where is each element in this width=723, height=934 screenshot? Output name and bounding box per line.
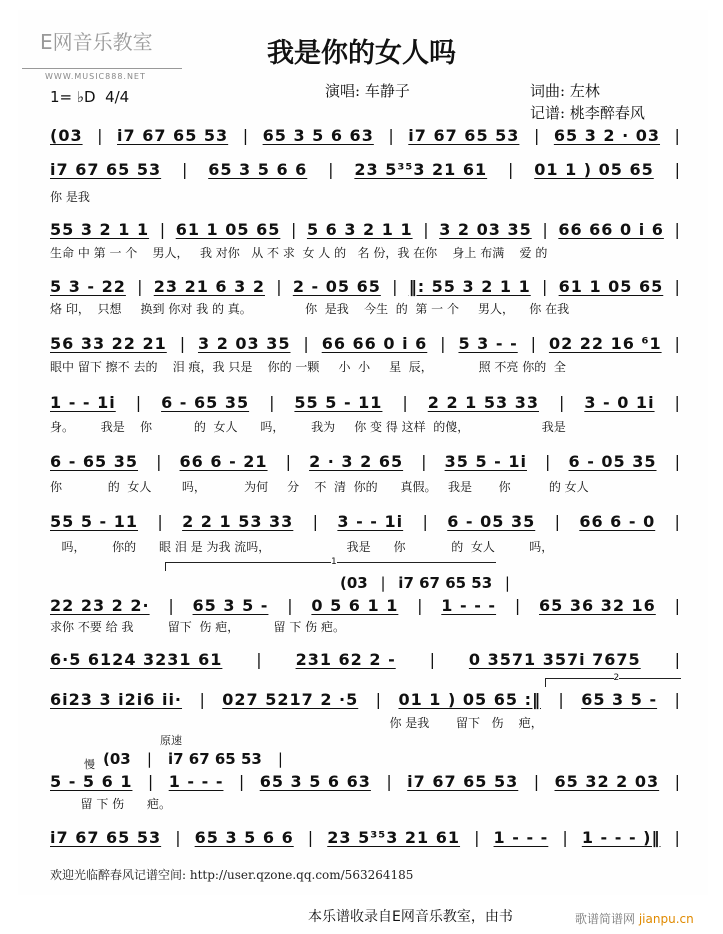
barline: | [474,828,480,847]
volta-2-label: 2 [613,673,620,683]
measure: 35 5 - 1i [444,452,527,471]
measure: 1 - - - [493,828,549,847]
measure: 23 5³⁵3 21 61 [327,828,461,847]
barline: | [417,596,423,615]
lyrics-line: 吗， 你的 眼 泪 是 为我 流吗， 我是 你 的 女人 吗， [50,540,554,554]
measure: 2 · 3 2 65 [309,452,404,471]
barline: | [423,220,429,239]
barline: | [674,772,680,791]
measure: 23 21 6 3 2 [153,277,265,296]
barline: | [674,126,680,145]
tempo-original: 原速 [160,734,182,747]
lyrics-line: 生命 中 第 一 个 男人， 我 对你 从 不 求 女 人 的 名 份，我 在你 身上 布满 爱 的 [50,246,548,260]
measure: 5 3 - - [458,334,518,353]
measure: 5 3 - 22 [50,277,126,296]
barline: | [562,828,568,847]
barline: | [269,393,275,412]
measure: 61 1 05 65 [558,277,664,296]
reprise-b: (03 | i7 67 65 53 | [103,750,283,768]
measure: 5 - 5 6 1 [50,772,133,791]
singer: 演唱: 车静子 [325,82,410,100]
notation-row [50,334,680,353]
barline: | [290,220,297,239]
measure: 61 1 05 65 [175,220,281,239]
barline: | [375,690,382,709]
measure: 2 2 1 53 33 [182,512,294,531]
site-logo: E网音乐教室 [40,30,153,54]
notation-row [50,452,680,471]
barline: | [558,393,565,412]
barline: | [256,650,262,669]
barline: | [181,160,188,179]
measure: 027 5217 2 ·5 [222,690,359,709]
measure: 0 5 6 1 1 [311,596,399,615]
barline: | [674,334,680,353]
barline: | [402,393,408,412]
barline: | [287,596,293,615]
measure: i7 67 65 53 [407,772,519,791]
notation-row [50,393,680,412]
barline: | [674,452,680,471]
measure: 65 3 5 - [192,596,269,615]
composer: 词曲: 左林 [530,82,600,100]
measure: 65 3 5 6 6 [194,828,294,847]
barline: | [674,596,680,615]
measure: 66 6 - 21 [179,452,268,471]
measure: 55 3 2 1 1 [50,220,150,239]
song-title: 我是你的女人吗 [267,38,456,69]
barline: | [533,126,540,145]
barline: | [392,277,398,296]
key-signature [50,88,129,106]
notation-row [50,772,680,791]
measure: 6 - 65 35 [50,452,139,471]
barline: | [285,452,291,471]
barline: | [276,277,282,296]
barline: | [674,650,680,669]
barline: | [97,126,103,145]
measure: 01 1 ) 05 65 :‖ [398,690,541,709]
barline: | [303,334,309,353]
barline: | [440,334,446,353]
barline: | [508,160,514,179]
notation-row [50,650,680,669]
measure: 1 - - - [168,772,224,791]
volta-1 [165,557,496,571]
measure: 6 - 05 35 [568,452,657,471]
notation-row [50,828,680,847]
barline: | [421,452,427,471]
barline: | [159,220,166,239]
notation-row [50,277,680,296]
measure: i7 67 65 53 [167,750,262,768]
lyrics-line: 求你 不要 给 我 留下 伤 疤， 留 下 伤 疤。 [50,620,345,634]
notation-row [50,512,680,531]
time-signature: 4/4 [105,88,130,106]
barline: | [147,772,154,791]
measure: (03 [50,126,83,145]
barline: | [137,277,143,296]
barline: | [541,277,548,296]
source-note: 本乐谱收录自E网音乐教室，由书 [308,909,513,925]
measure: 0 3571 357i 7675 [468,650,641,669]
barline: | [328,160,334,179]
measure: 65 3 2 · 03 [553,126,661,145]
barline: | [168,596,174,615]
barline: | [242,126,249,145]
site-url: WWW.MUSIC888.NET [45,72,146,81]
barline: | [674,220,680,239]
measure: 65 3 5 6 63 [262,126,374,145]
barline: | [674,690,680,709]
measure: 3 2 03 35 [197,334,291,353]
measure: 55 5 - 11 [50,512,139,531]
measure: i7 67 65 53 [50,828,162,847]
lyrics-line: 你 是我 [50,190,90,204]
notation-row [50,160,680,179]
barline: | [554,512,560,531]
measure: 65 3 5 6 63 [259,772,371,791]
measure: i7 67 65 53 [117,126,229,145]
measure: 65 3 5 - [581,690,658,709]
barline: | [514,596,521,615]
lyrics-line: 烙 印， 只想 换到 你对 我 的 真。 你 是我 今生 的 第 一 个 男人， 你 在我 [50,302,570,316]
measure: 1 - - - [441,596,497,615]
notation-row [50,220,680,239]
lyrics-line: 你 是我 留下 伤 疤， [50,716,543,730]
measure: 6 - 05 35 [447,512,536,531]
measure: 65 32 2 03 [554,772,660,791]
volta-1-label: 1 [331,557,337,567]
lyrics-line: 身。 我是 你 的 女人 吗， 我为 你 变 得 这样 的傻， 我是 [50,420,566,434]
measure: 6i23 3 i2i6 ii· [50,690,183,709]
measure: i7 67 65 53 [398,574,493,592]
footer-note: 欢迎光临醉春风记谱空间: http://user.qzone.qq.com/563264185 [50,868,414,882]
measure: 5 6 3 2 1 1 [306,220,413,239]
barline: | [674,277,680,296]
volta-2 [545,673,681,687]
notation-row [50,690,680,709]
barline: | [422,512,428,531]
barline: | [157,512,163,531]
measure: 2 - 05 65 [292,277,381,296]
barline: | [558,690,564,709]
measure: (03 [103,750,131,768]
transcriber: 记谱: 桃李醉春风 [530,104,645,122]
barline: | [674,160,680,179]
lyrics-line: 你 的 女人 吗， 为何 分 不 清 你的 真假。 我是 你 的 女人 [50,480,589,494]
barline: | [674,512,680,531]
reprise-a: (03 | i7 67 65 53 | [340,574,510,592]
barline: | [175,828,181,847]
measure: 56 33 22 21 [50,334,167,353]
watermark [575,910,694,927]
measure: 3 - - 1i [337,512,404,531]
barline: | [312,512,319,531]
measure: ‖: 55 3 2 1 1 [408,277,531,296]
barline: | [542,220,548,239]
barline: | [179,334,186,353]
measure: 231 62 2 - [295,650,396,669]
barline: | [388,126,394,145]
measure: 1 - - 1i [50,393,116,412]
measure: 3 - 0 1i [584,393,655,412]
barline: | [429,650,435,669]
barline: | [199,690,205,709]
barline: | [156,452,162,471]
notation-row [50,126,680,145]
key: 1= ♭D [50,88,96,106]
measure: 66 6 - 0 [579,512,656,531]
barline: | [533,772,540,791]
measure: 23 5³⁵3 21 61 [354,160,488,179]
measure: 1 - - - )‖ [581,828,661,847]
measure: 6·5 6124 3231 61 [50,650,223,669]
tempo-slow: 慢 [84,758,95,771]
measure: 55 5 - 11 [294,393,383,412]
barline: | [238,772,245,791]
watermark-text: 歌谱简谱网 [575,912,636,926]
barline: | [530,334,537,353]
measure: 66 66 0 i 6 [558,220,664,239]
watermark-domain: jianpu.cn [638,912,694,926]
measure: 3 2 03 35 [439,220,532,239]
measure: (03 [340,574,368,592]
measure: 01 1 ) 05 65 [534,160,654,179]
measure: 66 66 0 i 6 [321,334,428,353]
measure: i7 67 65 53 [50,160,162,179]
lyrics-line: 眼中 留下 擦不 去的 泪 痕，我 只是 你的 一颗 小 小 星 辰， 照 不亮 你的 全 [50,360,566,374]
barline: | [545,452,551,471]
lyrics-line: 留 下 伤 疤。 [50,797,172,811]
measure: 65 36 32 16 [539,596,656,615]
measure: 02 22 16 ⁶1 [548,334,662,353]
measure: 6 - 65 35 [161,393,250,412]
barline: | [674,828,680,847]
measure: 2 2 1 53 33 [427,393,539,412]
measure: 22 23 2 2· [50,596,150,615]
barline: | [135,393,142,412]
measure: 65 3 5 6 6 [208,160,308,179]
notation-row [50,596,680,615]
barline: | [386,772,392,791]
barline: | [307,828,314,847]
measure: i7 67 65 53 [408,126,520,145]
barline: | [674,393,680,412]
